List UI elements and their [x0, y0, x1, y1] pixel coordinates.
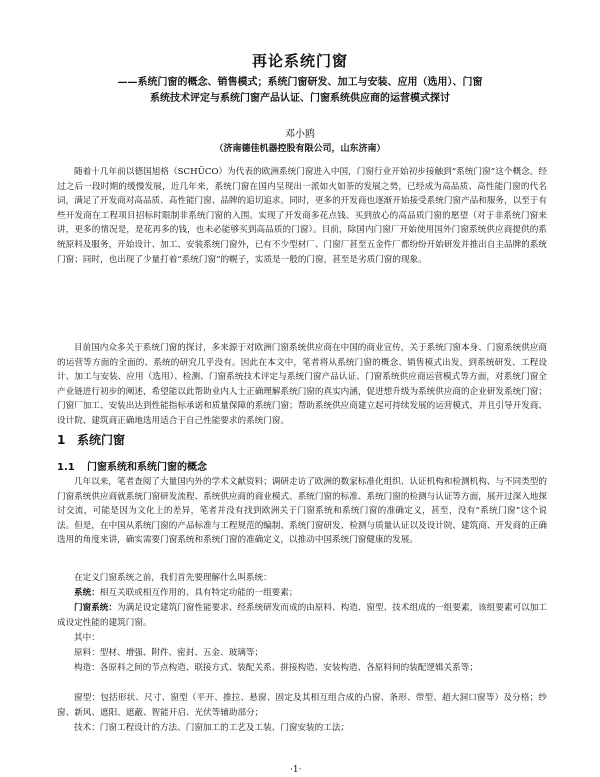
author-name: 邓小鸥 — [285, 129, 315, 140]
definition-system — [74, 586, 564, 601]
term-label: 门窗系统： — [74, 603, 117, 613]
section-heading-1 — [57, 431, 125, 448]
body-paragraph-3: 几年以来，笔者查阅了大量国内外的学术文献资料；调研走访了欧洲的数家标准化组织、认证机构和检测机构、与不同类型的门窗系统供应商就系统门窗研发流程、系统供应商的商业模式、系统门窗的标准、系统门窗的检测与认证等方面，展开过深入地探讨交流，可能是因为文化上的差异，笔者并没有找到欧洲关于门窗系统和系统门窗的准确定义，甚至，没有“系统门窗”这个说法。但是，在中国从系统门窗的产品标准与工程规范的编制、系统门窗研发、检测与质量认证以及设计院、建筑商、开发商的正确选用的角度来讲，确实需要门窗系统和系统门窗的准确定义，以推动中国系统门窗健康的发展。 — [57, 477, 547, 546]
term-definition: 各原料之间的节点构造、联接方式、装配关系、拼接构造、安装构造、各原料间的装配逻辑关系等； — [99, 663, 478, 673]
definition-technology — [74, 721, 564, 736]
term-definition: 型材、增强、附件、密封、五金、玻璃等； — [99, 648, 264, 658]
body-paragraph-1: 随着十几年前以德国旭格（SCHÜCO）为代表的欧洲系统门窗进入中国，门窗行业开始初步接触到“系统门窗”这个概念。经过之后一段时期的缓慢发展，近几年来，系统门窗在国内呈现出一派如火如荼的发展之势，已经成为高品质、高性能门窗的代名词，满足了开发商对高品质、高性能门窗、品牌的追切追求。同时，更多的开发商也逐渐开始接受系统门窗产品和服务，以至于有些开发商在工程项目招标时限制非系统门窗的入围。实现了开发商多花点钱、买到放心的高品质门窗的愿望（对于非系统门窗来讲，更多的情况是，是花再多的钱，也未必能够买到高品质的门窗）。目前，除国内门窗厂开始使用国外门窗系统供应商提供的系统原料及服务，开始设计、加工、安装系统门窗外，已有不少型材厂、门窗厂甚至五金件厂都纷纷开始研发并推出自主品牌的系统门窗；同时，也出现了少量打着“系统门窗”的幌子，实质是一般的门窗，甚至是劣质门窗的现象。 — [57, 167, 547, 265]
definition-materials — [74, 646, 564, 661]
term-label: 原料： — [74, 648, 100, 658]
term-label: 系统： — [74, 588, 100, 598]
term-label: 构造： — [74, 663, 100, 673]
term-label: 技术： — [74, 723, 100, 733]
definition-intro: 在定义门窗系统之前，我们首先要理解什么叫系统： — [74, 573, 272, 583]
subsection-number: 1.1 — [57, 462, 75, 473]
body-paragraph-2: 目前国内众多关于系统门窗的探讨，多来源于对欧洲门窗系统供应商在中国的商业宣传，关于系统门窗本身、门窗系统供应商的运营等方面的全面的、系统的研究几乎没有。因此在本文中，笔者将从系统门窗的概念、销售模式出发，到系统研发、工程设计、加工与安装、应用（选用）、检测、门窗系统技术评定与系统门窗产品认证、门窗系统供应商运营模式等方面，对系统门窗全产业链进行初步的阐述，希望能以此帮助业内人士正确理解系统门窗的真实内涵，促进想升级为系统供应商的企业研发系统门窗；门窗厂加工、安装出达到性能指标承诺和质量保障的系统门窗；帮助系统供应商建立起可持续发展的运营模式，并且引导开发商、设计院、建筑商正确地选用适合于自己性能要求的系统门窗。 — [57, 343, 547, 426]
term-definition: 为满足设定建筑门窗性能要求、经系统研发而成的由原料、构造、窗型、技术组成的一组要素，该组要素可以加工成设定性能的建筑门窗。 — [57, 603, 547, 628]
term-definition: 包括形状、尺寸、窗型（平开、推拉、悬窗、固定及其相互组合成的凸窗、条形、带型、超大洞口窗等）及分格；纱窗、新风、遮阳、遮蔽、智能开启、光伏等辅助部分； — [57, 693, 547, 718]
author-affiliation: （济南德佳机器控股有限公司，山东济南） — [214, 144, 386, 154]
page-number: ·1· — [290, 765, 302, 775]
subsection-heading-1-1 — [57, 458, 207, 473]
definition-construction — [57, 661, 547, 676]
paper-subtitle-line-1: ——系统门窗的概念、销售模式；系统门窗研发、加工与安装、应用（选用）、门窗 — [117, 77, 483, 88]
term-definition: 相互关联或相互作用的、具有特定功能的一组要素； — [99, 588, 298, 598]
subsection-title: 门窗系统和系统门窗的概念 — [87, 462, 207, 473]
definition-door-system — [57, 601, 547, 630]
among-which-label: 其中： — [74, 633, 100, 643]
paper-title: 再论系统门窗 — [251, 52, 348, 70]
term-definition: 门窗工程设计的方法、门窗加工的工艺及工装、门窗安装的工法； — [99, 723, 350, 733]
section-title: 系统门窗 — [77, 433, 126, 447]
paper-subtitle-line-2: 系统技术评定与系统门窗产品认证、门窗系统供应商的运营模式探讨 — [150, 93, 450, 104]
term-label: 窗型： — [74, 693, 101, 703]
definition-window-type — [57, 691, 547, 720]
section-number: 1 — [57, 433, 66, 447]
